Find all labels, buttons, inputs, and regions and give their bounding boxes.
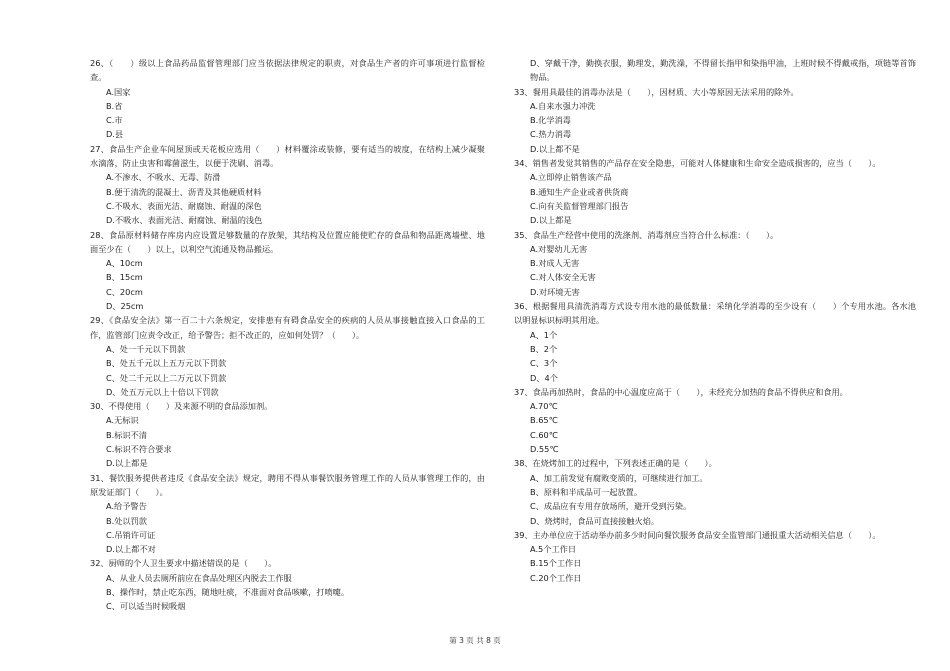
answer-option: A.无标识: [106, 415, 139, 426]
answer-option: B.标识不清: [106, 429, 147, 440]
answer-option: A、10cm: [106, 258, 143, 269]
answer-option: A.不渗水、不吸水、无毒、防滑: [106, 172, 221, 183]
answer-option: B.65℃: [530, 415, 558, 426]
answer-option: D.以上都是: [530, 215, 572, 226]
answer-option: A.70℃: [530, 401, 558, 412]
answer-option: A、从业人员去厕所前应在食品处理区内脱去工作服: [106, 572, 292, 583]
answer-option: C.对人体安全无害: [530, 272, 596, 283]
question-stem: 34、销售者发觉其销售的产品存在安全隐患，可能对人体健康和生命安全造成损害的，应当（ ）。: [514, 158, 881, 169]
answer-option: B.处以罚款: [106, 515, 147, 526]
answer-option: B.省: [106, 100, 123, 111]
answer-option: C.60℃: [530, 429, 558, 440]
answer-option: D、处五万元以上十倍以下罚款: [106, 386, 219, 397]
question-block: [514, 228, 916, 299]
answer-option: D.以上都不是: [530, 143, 580, 154]
question-stem: 31、餐饮服务提供者违反《食品安全法》规定，聘用不得从事餐饮服务管理工作的人员从事管理工作的，由原发证部门（ ）。: [90, 472, 485, 497]
answer-option: A、处一千元以下罚款: [106, 343, 186, 354]
answer-option: B.对成人无害: [530, 258, 580, 269]
answer-option: B、原料和半成品可一起放置。: [530, 486, 643, 497]
answer-option: B.15个工作日: [530, 558, 582, 569]
answer-option: C.热力消毒: [530, 129, 572, 140]
answer-option: D.对环境无害: [530, 286, 580, 297]
answer-option: C、20cm: [106, 286, 143, 297]
question-stem: D、穿戴干净，勤换衣服，勤理发，勤洗澡，不得留长指甲和染指甲油，上班时候不得戴戒指，项链等首饰物品。: [530, 58, 916, 83]
answer-option: A.给予警告: [106, 501, 147, 512]
answer-option: C、成品应有专用存放场所，避开受到污染。: [530, 501, 692, 512]
question-stem: 36、根据餐用具清洗消毒方式设专用水池的最低数量：采纳化学消毒的至少设有（ ）个专用水池。各水池以明显标识标明其用途。: [514, 301, 916, 326]
answer-option: A、加工前发觉有腐败变质的，可继续进行加工。: [530, 472, 708, 483]
answer-option: D、4个: [530, 372, 558, 383]
answer-option: C、3个: [530, 358, 558, 369]
question-block: [514, 528, 916, 585]
answer-option: B、处五千元以上五万元以下罚款: [106, 358, 227, 369]
answer-option: C.20个工作日: [530, 572, 582, 583]
question-block: [90, 471, 485, 557]
answer-option: C、处二千元以上二万元以下罚款: [106, 372, 227, 383]
answer-option: B.化学消毒: [530, 115, 571, 126]
question-stem: 35、食品生产经营中使用的洗涤剂、消毒剂应当符合什么标准：（ ）。: [514, 229, 779, 240]
answer-option: A.立即停止销售该产品: [530, 172, 612, 183]
answer-option: D.55℃: [530, 444, 559, 455]
answer-option: A.对婴幼儿无害: [530, 243, 588, 254]
question-block: [514, 299, 916, 385]
question-stem: 30、不得使用（ ）及来源不明的食品添加剂。: [90, 401, 273, 412]
answer-option: C.标识不符合要求: [106, 444, 172, 455]
answer-option: D.以上都是: [106, 458, 148, 469]
question-stem: 38、在烧烤加工的过程中，下列表述正确的是（ ）。: [514, 458, 717, 469]
answer-option: D.以上都不对: [106, 544, 156, 555]
answer-option: B、2个: [530, 343, 558, 354]
answer-option: A.自来水强力冲洗: [530, 100, 596, 111]
answer-option: D、25cm: [106, 301, 144, 312]
answer-option: C.吊销许可证: [106, 529, 156, 540]
question-stem: 29、《食品安全法》第一百二十六条规定，安排患有有碍食品安全的疾病的人员从事接触直接入口食品的工作，监管部门应责令改正，给予警告；拒不改正的，应如何处罚？（ ）。: [90, 315, 485, 340]
answer-option: B、15cm: [106, 272, 143, 283]
answer-option: B.便于清洗的混凝土、沥青及其他硬质材料: [106, 186, 262, 197]
question-block: [90, 399, 485, 470]
question-block: [90, 313, 485, 399]
question-stem: 27、食品生产企业车间屋顶或天花板应选用（ ）材料覆涂或装修，要有适当的坡度，在结构上减少凝聚水滴落，防止虫害和霉菌滋生，以便于洗刷、消毒。: [90, 143, 485, 169]
right-question-column: [514, 56, 916, 585]
question-stem: 39、主办单位应于活动举办前多少时间向餐饮服务食品安全监管部门通报重大活动相关信息（ ）。: [514, 529, 881, 540]
answer-option: A.5个工作日: [530, 544, 577, 555]
answer-option: D.县: [106, 129, 124, 140]
question-block: [90, 56, 485, 142]
answer-option: D.不吸水、表面光洁、耐腐蚀、耐温的浅色: [106, 215, 263, 226]
question-block: [90, 142, 485, 228]
page-number: 第 3 页 共 8 页: [449, 636, 501, 645]
question-stem: 28、食品原材料储存库房内应设置足够数量的存放架，其结构及位置应能使贮存的食品和物品距离墙壁、地面至少在（ ）以上，以利空气流通及物品搬运。: [90, 229, 485, 254]
question-block: [514, 456, 916, 527]
question-stem: 32、厨师的个人卫生要求中描述错误的是（ ）。: [90, 558, 277, 569]
question-stem: 37、食品再加热时，食品的中心温度应高于（ ），未经充分加热的食品不得供应和食用。: [514, 386, 848, 397]
question-stem: 26、（ ）级以上食品药品监督管理部门应当依据法律规定的职责，对食品生产者的许可事项进行监督检查。: [90, 58, 485, 83]
answer-option: D、烧烤时，食品可直接接触火焰。: [530, 515, 660, 526]
answer-option: C.向有关监督管理部门报告: [530, 200, 629, 211]
question-block: [90, 556, 485, 613]
question-stem: 33、餐用具最佳的消毒办法是（ ），因材质、大小等原因无法采用的除外。: [514, 86, 799, 97]
question-block: [90, 228, 485, 314]
answer-option: C、可以适当时候吸烟: [106, 601, 186, 612]
answer-option: A、1个: [530, 329, 558, 340]
question-block: [514, 56, 916, 85]
answer-option: C.市: [106, 115, 123, 126]
left-question-column: [90, 56, 485, 614]
answer-option: B、操作时，禁止吃东西，随地吐痰，不准面对食品咳嗽，打喷嚏。: [106, 586, 350, 597]
answer-option: C.不吸水、表面光洁、耐腐蚀、耐温的深色: [106, 200, 262, 211]
answer-option: B.通知生产企业或者供货商: [530, 186, 629, 197]
question-block: [514, 85, 916, 156]
answer-option: A.国家: [106, 86, 131, 97]
question-block: [514, 385, 916, 456]
question-block: [514, 156, 916, 227]
